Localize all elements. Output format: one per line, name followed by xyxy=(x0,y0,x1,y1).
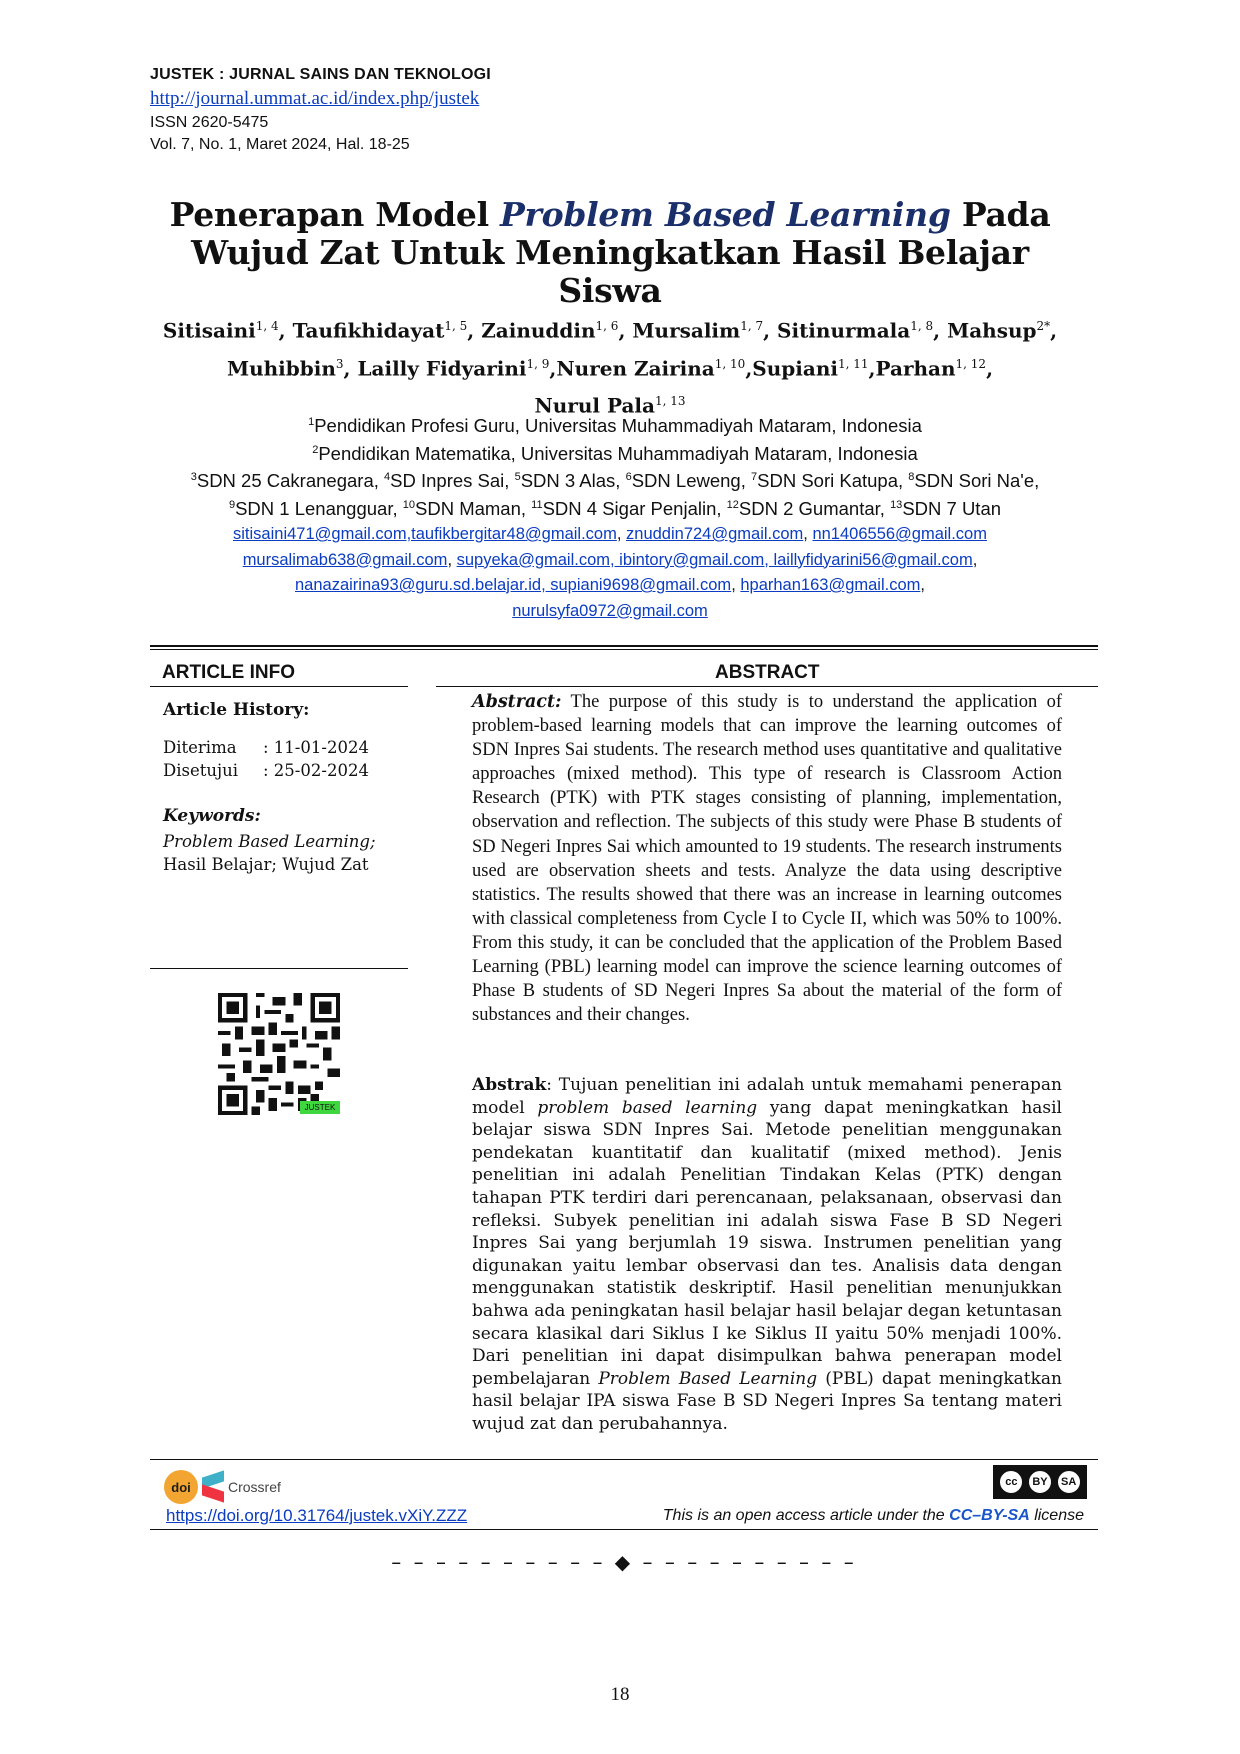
school-name: SDN 7 Utan xyxy=(902,498,1002,520)
author: Taufikhidayat xyxy=(292,318,445,343)
license-text: This is an open access article under the xyxy=(662,1507,950,1524)
accepted-row xyxy=(163,761,369,780)
email-link[interactable]: mursalimab638@gmail.com xyxy=(242,550,448,569)
school-sup: 11 xyxy=(531,499,543,511)
sa-icon: SA xyxy=(1056,1469,1082,1495)
author-sup: 1, 8 xyxy=(910,319,934,333)
school-sup: 12 xyxy=(726,499,739,511)
abstrak-text: : Tujuan penelitian ini adalah untuk memahami penerapan model xyxy=(472,1075,1062,1118)
author-sup: 3 xyxy=(335,356,344,371)
school-name: SDN 4 Sigar Penjalin xyxy=(542,498,717,520)
email-link[interactable]: nanazairina93@guru.sd.belajar.id, supiani9698@gmail.com xyxy=(295,576,732,594)
crossref-label: Crossref xyxy=(228,1479,281,1495)
abstrak-italic: Problem Based Learning xyxy=(598,1368,818,1389)
doi-link[interactable]: https://doi.org/10.31764/justek.vXiY.ZZZ xyxy=(166,1506,468,1525)
email-link[interactable]: nurulsyfa0972@gmail.com xyxy=(512,601,708,620)
author: Mahsup xyxy=(947,318,1037,343)
school-sup: 8 xyxy=(908,471,915,483)
journal-name: JUSTEK : JURNAL SAINS DAN TEKNOLOGI xyxy=(150,66,491,83)
school-sup: 4 xyxy=(384,471,391,483)
affiliation-text: Pendidikan Matematika, Universitas Muhammadiyah Mataram, Indonesia xyxy=(318,443,918,465)
article-info-heading: ARTICLE INFO xyxy=(162,662,295,683)
abstrak-italic: problem based learning xyxy=(537,1097,758,1118)
ornament-separator: – – – – – – – – – – ◆ – – – – – – – – – – xyxy=(391,1550,857,1574)
title-italic: Problem Based Learning xyxy=(500,195,951,234)
abstrak-text: yang dapat meningkatkan hasil belajar siswa SDN Inpres Sai. Metode penelitian menggunakan pendekatan kuantitatif dan kualitatif (mixed method). Jenis penelitian ini adalah Penelitian Tindakan Kelas (PTK) dengan tahapan PTK terdiri dari perencanaan, pelaksanaan, observasi dan refleksi. Subyek penelitian ini adalah siswa Fase B SD Negeri Inpres Sai yang berjumlah 19 siswa. Instrumen penelitian yang digunakan yaitu lembar observasi dan tes. Analisis data dengan menggunakan statistik deskriptif. Hasil penelitian menunjukkan bahwa ada peningkatan hasil belajar hasil belajar degan ketuntasan secara klasikal dari Siklus I ke Siklus II yaitu 50% menjadi 100%. Dari penelitian ini dapat disimpulkan bahwa penerapan model pembelajaran xyxy=(472,1097,1062,1389)
author: Muhibbin xyxy=(226,356,336,381)
abstract-indonesian xyxy=(472,1074,1062,1436)
received-date: : 11-01-2024 xyxy=(263,738,369,757)
author-sup: 1, 5 xyxy=(444,319,468,333)
license-statement xyxy=(663,1507,1084,1525)
qr-code-icon[interactable] xyxy=(218,993,340,1115)
title-line2: Wujud Zat Untuk Meningkatkan Hasil Belajar Siswa xyxy=(191,233,1029,310)
school-sup: 6 xyxy=(625,471,632,483)
author-emails: sitisaini471@gmail.com,taufikbergitar48@gmail.com, znuddin724@gmail.com, nn1406556@gmail.com mursalimab638@gmail.com, supyeka@gmail.com, ibintory@gmail.com, laillyfidyarini56@gmail.com, nanazairina93@guru.sd.belajar.id, supiani9698@gmail.com, hparhan163@gmail.com, nurulsyfa0972@gmail.com xyxy=(233,525,987,620)
page-number: 18 xyxy=(610,1684,630,1705)
email-link[interactable]: hparhan163@gmail.com xyxy=(740,576,921,594)
keywords-rest: Hasil Belajar; Wujud Zat xyxy=(163,855,369,874)
by-icon: BY xyxy=(1027,1469,1053,1495)
abstract-text: The purpose of this study is to understand the application of problem-based learning models that can improve the learning outcomes of SDN Inpres Sai students. The research method uses quantitative and qualitative approaches (mixed method). This type of research is Classroom Action Research (PTK) with PTK stages consisting of planning, implementation, observation and reflection. The subjects of this study were Phase B students of SD Negeri Inpres Sai which amounted to 19 students. The research instruments used are observation sheets and tests. Analyze the data using descriptive statistics. The results showed that there was an increase in learning outcomes with classical completeness from Cycle I to Cycle II, which was 50% to 100%. From this study, it can be concluded that the application of the Problem Based Learning (PBL) learning model can improve the science learning outcomes of Phase B students of SD Negeri Inpres Sa about the material of the form of substances and their changes. xyxy=(472,692,1062,1026)
author-sup: 2* xyxy=(1036,319,1051,333)
keywords-italic: Problem Based Learning; xyxy=(163,832,376,851)
author-list: Sitisaini$^{1, 4}$, Taufikhidayat$^{1, 5}$, Zainuddin$^{1, 6}$, Mursalim$^{1, 7}$, Sitinurmala$^{1, 8}$, Mahsup$^{2*}$, Muhibbin$^3$, Lailly Fidyarini$^{1, 9}$,Nuren Zairina$^{1, 10}$,Supiani$^{1, 11}$,Parhan$^{1, 12}$, Nurul Pala$^{1, 13}$ xyxy=(162,318,1058,418)
license-text: license xyxy=(1029,1507,1084,1524)
keywords xyxy=(163,830,408,876)
email-link[interactable]: supyeka@gmail.com, ibintory@gmail.com, laillyfidyarini56@gmail.com xyxy=(456,550,973,569)
school-sup: 10 xyxy=(402,499,415,511)
affiliation-schools-2: $^9$SDN 1 Lenangguar, $^{10}$SDN Maman, $^{11}$SDN 4 Sigar Penjalin, $^{12}$SDN 2 Gumantar, $^{13}$SDN 7 Utan xyxy=(228,498,1002,520)
school-sup: 9 xyxy=(228,499,236,511)
divider xyxy=(150,1459,1098,1460)
divider xyxy=(150,968,408,969)
affiliation-sup: 2 xyxy=(312,444,319,456)
school-name: SDN 1 Lenangguar xyxy=(235,498,393,520)
email-link[interactable]: nn1406556@gmail.com xyxy=(812,525,987,543)
school-name: SD Inpres Sai xyxy=(390,470,505,492)
license-link[interactable]: CC–BY-SA xyxy=(949,1507,1030,1524)
crossref-logo xyxy=(164,1470,281,1504)
author-sup: 1, 9 xyxy=(526,356,550,371)
school-sup: 5 xyxy=(514,471,521,483)
abstrak-text: (PBL) dapat meningkatkan hasil belajar IPA siswa Fase B SD Negeri Inpres Sa tentang materi wujud zat dan perubahannya. xyxy=(472,1368,1062,1434)
title-part2: Pada xyxy=(950,195,1051,234)
author-sup: 1, 13 xyxy=(654,394,686,409)
affiliation-schools-1: $^3$SDN 25 Cakranegara, $^4$SD Inpres Sai, $^5$SDN 3 Alas, $^6$SDN Leweng, $^7$SDN Sori Katupa, $^8$SDN Sori Na'e, xyxy=(190,470,1040,492)
volume-info: Vol. 7, No. 1, Maret 2024, Hal. 18-25 xyxy=(150,136,410,153)
section-divider xyxy=(150,645,1098,650)
doi-icon: doi xyxy=(164,1470,198,1504)
issn: ISSN 2620-5475 xyxy=(150,114,269,131)
school-name: SDN 2 Gumantar xyxy=(738,498,880,520)
school-name: SDN Maman xyxy=(415,498,521,520)
qr-journal-tag: JUSTEK xyxy=(300,1101,340,1114)
school-name: SDN Sori Katupa xyxy=(757,470,898,492)
author-sup: 1, 11 xyxy=(837,356,869,371)
school-name: SDN 25 Cakranegara xyxy=(196,470,374,492)
abstract-heading: ABSTRACT xyxy=(715,662,820,683)
author: Mursalim xyxy=(632,318,741,343)
cc-icon: cc xyxy=(998,1469,1024,1495)
accepted-date: : 25-02-2024 xyxy=(263,761,369,780)
author: Lailly Fidyarini xyxy=(357,356,527,381)
school-name: SDN 3 Alas xyxy=(520,470,616,492)
abstrak-label: Abstrak xyxy=(472,1075,547,1095)
crossref-icon xyxy=(202,1474,224,1500)
author-sup: 1, 10 xyxy=(714,356,746,371)
author-sup: 1, 4 xyxy=(255,319,279,333)
school-sup: 7 xyxy=(751,471,758,483)
author: Supiani xyxy=(752,356,838,381)
email-link[interactable]: sitisaini471@gmail.com,taufikbergitar48@gmail.com xyxy=(233,525,617,543)
paper-title xyxy=(140,196,1080,310)
affiliation-sup: 1 xyxy=(308,416,315,428)
title-part1: Penerapan Model xyxy=(169,195,501,234)
abstract-english xyxy=(472,690,1062,1027)
author-sup: 1, 12 xyxy=(955,356,987,371)
cc-by-sa-icon[interactable] xyxy=(993,1465,1087,1499)
school-sup: 3 xyxy=(190,471,197,483)
journal-url-link[interactable]: http://journal.ummat.ac.id/index.php/justek xyxy=(150,88,480,109)
article-history-label: Article History: xyxy=(163,700,310,720)
divider xyxy=(150,1529,1098,1530)
received-label: Diterima xyxy=(163,738,237,757)
school-sup: 13 xyxy=(890,499,903,511)
divider xyxy=(436,686,1098,687)
author: Zainuddin xyxy=(481,318,596,343)
author: Nurul Pala xyxy=(534,393,655,418)
author: Sitinurmala xyxy=(777,318,911,343)
author: Sitisaini xyxy=(162,318,256,343)
affiliation-text: Pendidikan Profesi Guru, Universitas Muhammadiyah Mataram, Indonesia xyxy=(314,415,922,437)
author-sup: 1, 6 xyxy=(595,319,619,333)
author-sup: 1, 7 xyxy=(740,319,764,333)
journal-header xyxy=(150,66,491,154)
abstract-label: Abstract: xyxy=(472,692,562,712)
keywords-label: Keywords: xyxy=(163,806,261,826)
author: Parhan xyxy=(875,356,956,381)
author: Nuren Zairina xyxy=(556,356,715,381)
received-row xyxy=(163,738,369,757)
divider xyxy=(150,686,408,687)
school-name: SDN Leweng xyxy=(631,470,741,492)
email-link[interactable]: znuddin724@gmail.com xyxy=(626,525,804,543)
school-name: SDN Sori Na'e xyxy=(914,470,1035,492)
accepted-label: Disetujui xyxy=(163,761,239,780)
